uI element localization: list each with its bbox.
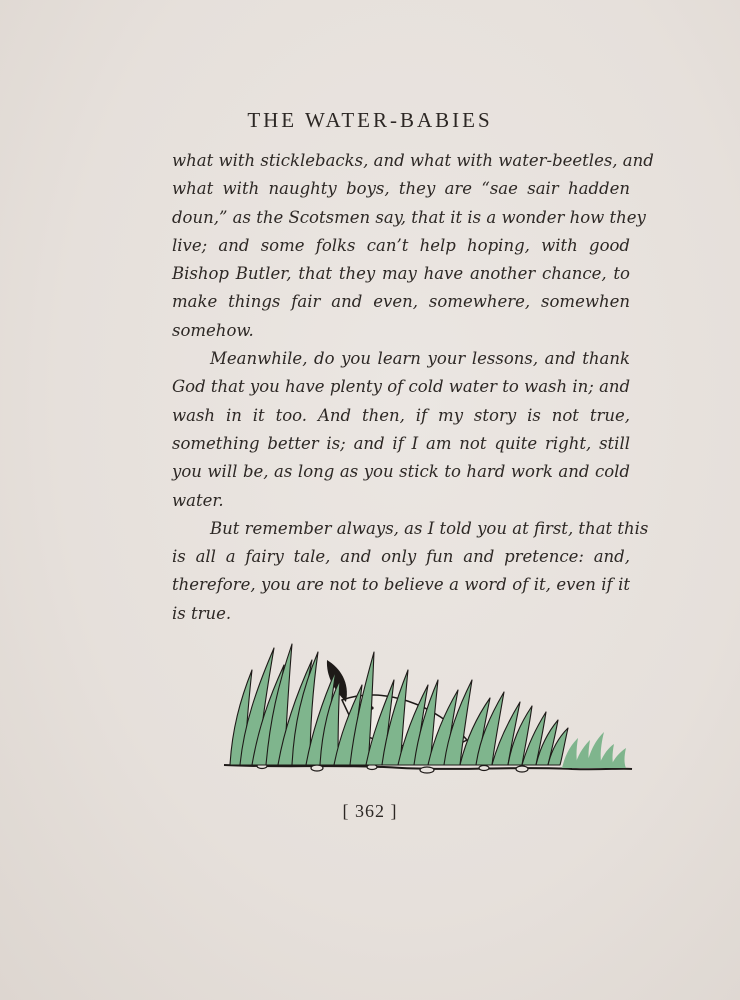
text-line: therefore, you are not to believe a word of it, even if it [172, 575, 630, 595]
text-line: what with naughty boys, they are “sae sair hadden [172, 179, 630, 199]
paragraph-2 [172, 345, 630, 515]
text-line: somehow. [172, 320, 254, 340]
running-header: THE WATER-BABIES [247, 108, 493, 132]
text-line: Meanwhile, do you learn your lessons, and thank [210, 349, 630, 369]
grass-illustration [222, 640, 634, 778]
text-line: make things fair and even, somewhere, somewhen [172, 292, 630, 312]
text-line: water. [172, 490, 224, 510]
text-line: Bishop Butler, that they may have another chance, to [172, 264, 630, 284]
text-line: something better is; and if I am not quite right, still [172, 433, 630, 453]
page-number: [ 362 ] [342, 801, 398, 821]
text-line: God that you have plenty of cold water to wash in; and [172, 377, 631, 397]
grass-blades [230, 644, 568, 765]
text-line: But remember always, as I told you at first, that this [210, 518, 649, 538]
grass-tufts [562, 732, 626, 768]
text-line: wash in it too. And then, if my story is not true, [172, 405, 630, 425]
paragraph-1 [172, 147, 654, 345]
body-text [172, 147, 654, 628]
text-line: what with sticklebacks, and what with water-beetles, and [172, 151, 654, 170]
text-line: is true. [172, 603, 232, 623]
text-line: you will be, as long as you stick to hard work and cold [172, 462, 630, 482]
text-line: live; and some folks can’t help hoping, with good [172, 235, 630, 255]
text-line: doun,” as the Scotsmen say, that it is a wonder how they [172, 207, 646, 227]
paragraph-3 [172, 515, 649, 628]
text-line: is all a fairy tale, and only fun and pretence: and, [172, 547, 630, 567]
